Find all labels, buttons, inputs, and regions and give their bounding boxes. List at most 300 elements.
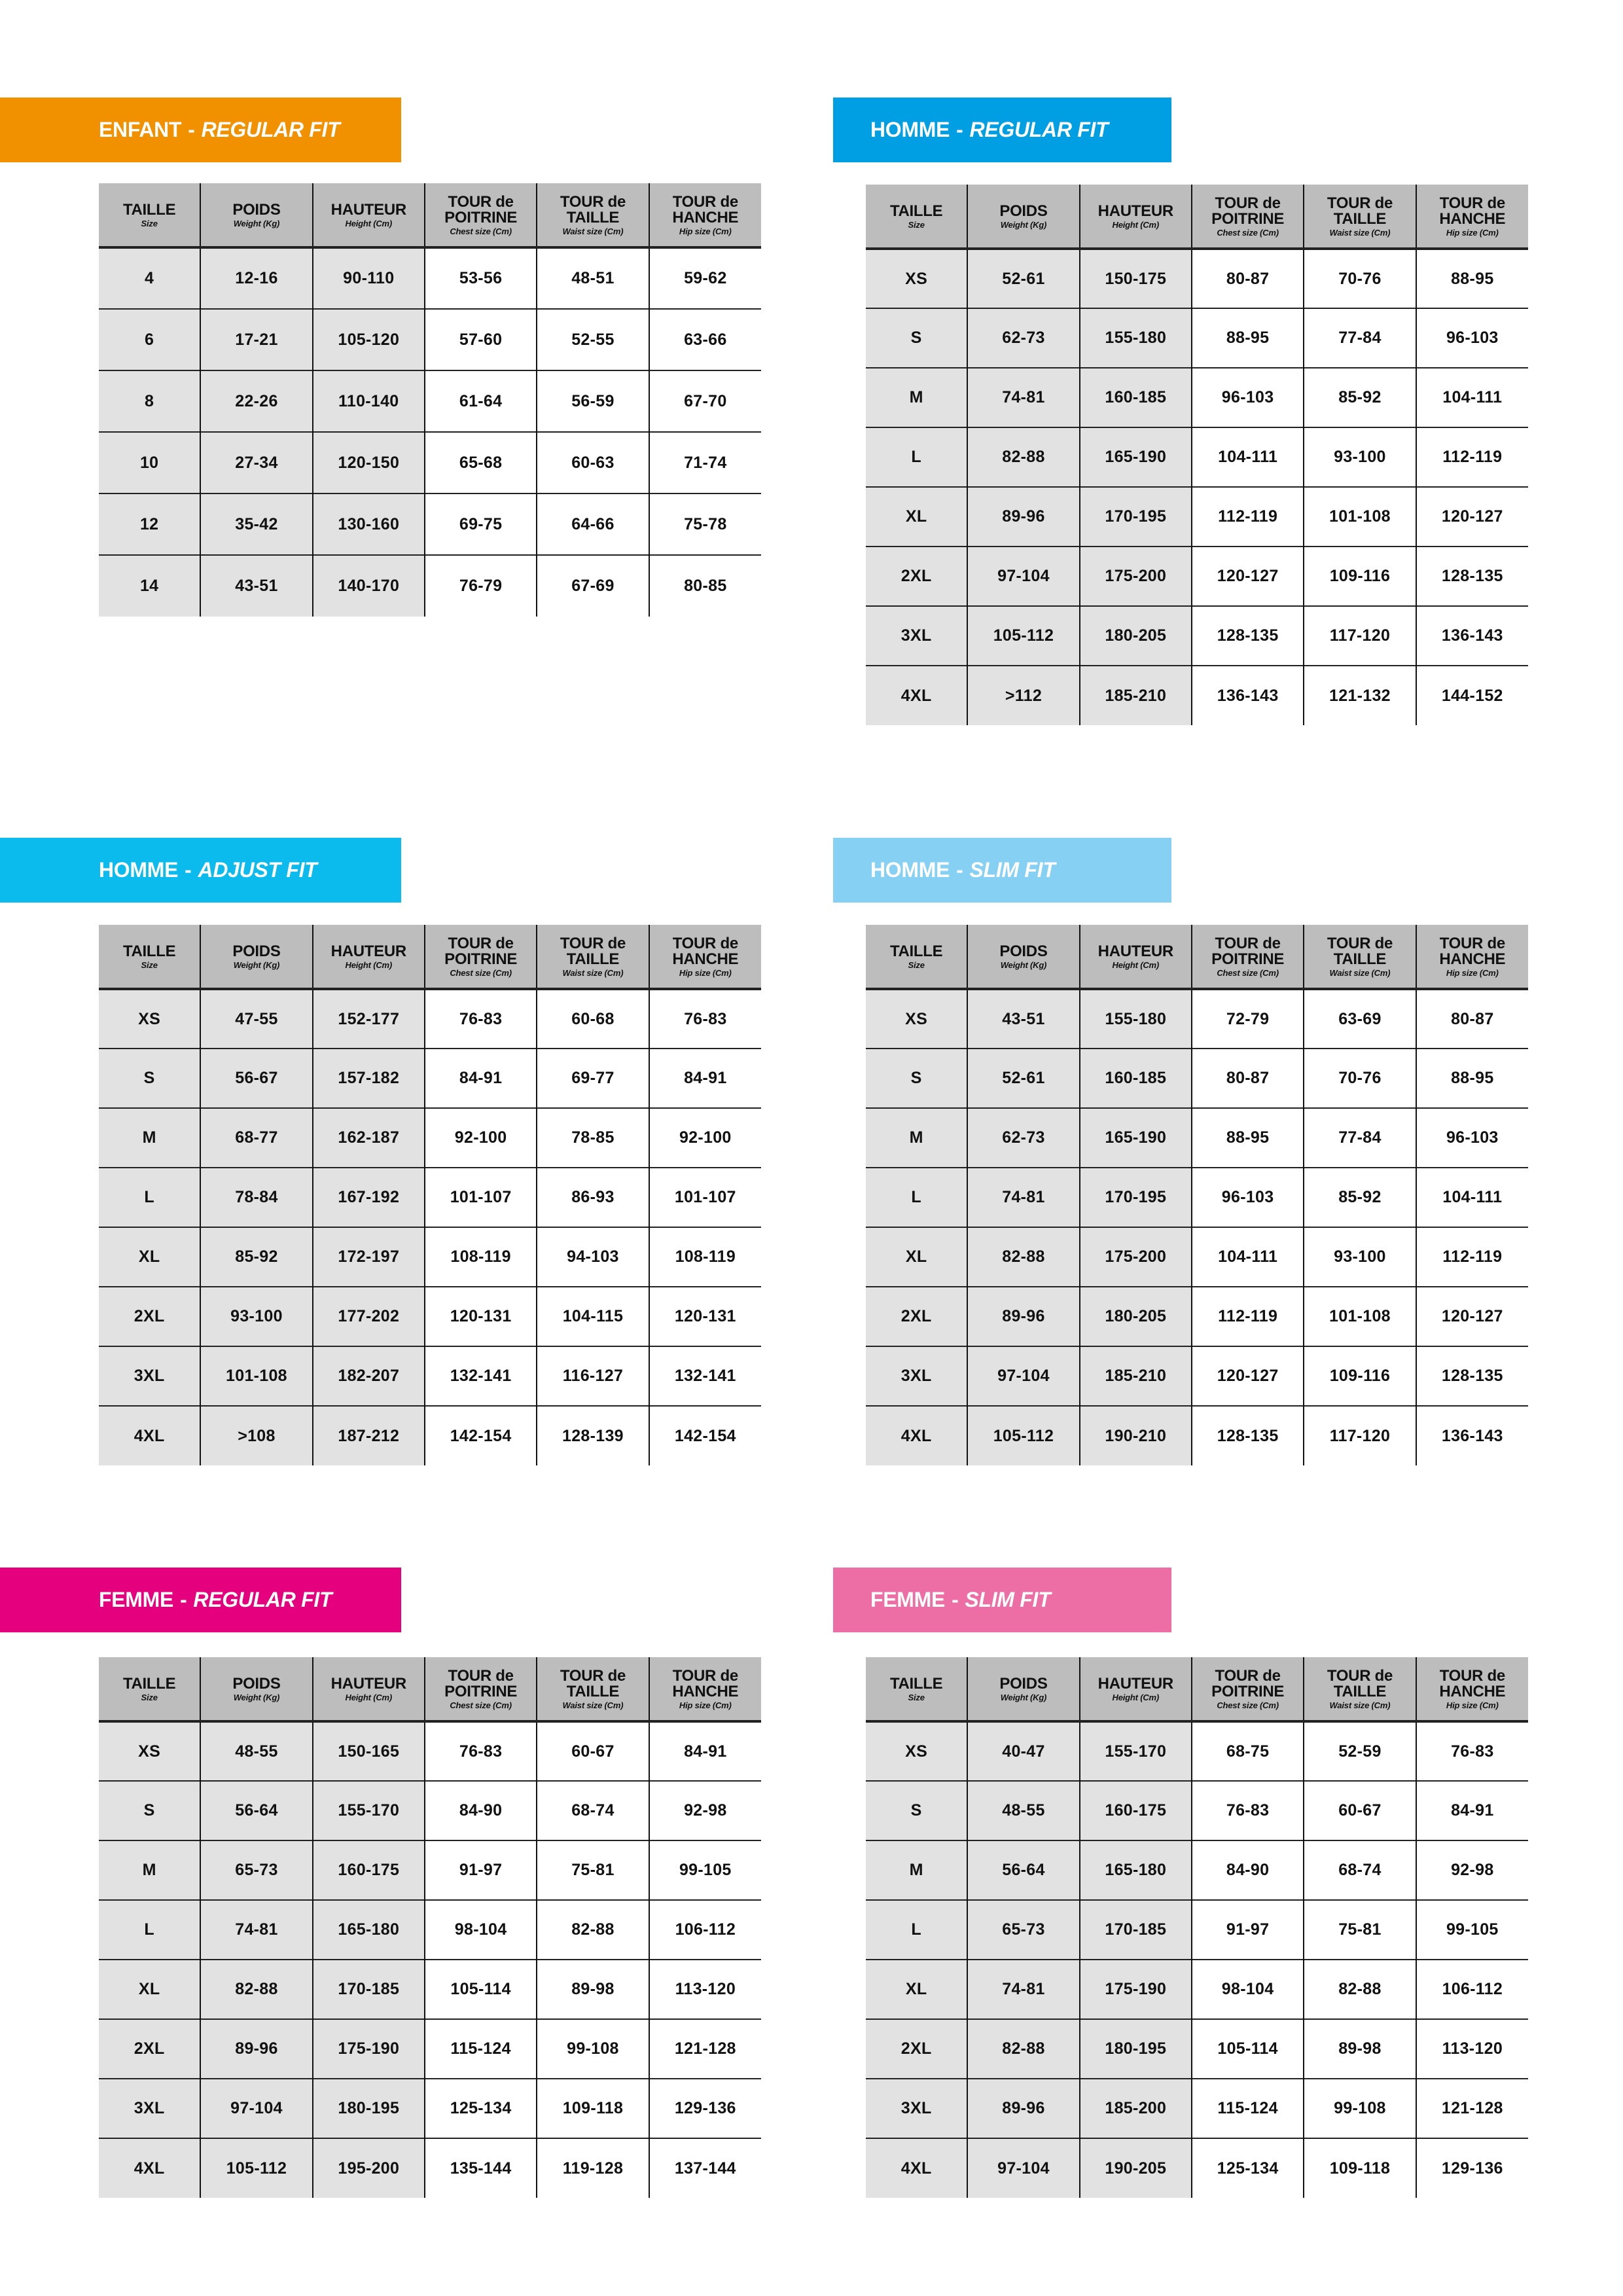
measurement-cell: 142-154 bbox=[425, 1406, 537, 1465]
measurement-cell: 130-160 bbox=[313, 493, 425, 555]
column-header-sublabel: Chest size (Cm) bbox=[1217, 1700, 1279, 1710]
measurement-cell: 98-104 bbox=[1192, 1960, 1304, 2019]
column-header bbox=[537, 183, 649, 247]
measurement-cell: 56-64 bbox=[967, 1840, 1079, 1900]
table-row bbox=[866, 1721, 1528, 1781]
column-header bbox=[1416, 1657, 1528, 1721]
measurement-cell: 48-55 bbox=[967, 1781, 1079, 1840]
column-header bbox=[313, 183, 425, 247]
measurement-cell: 106-112 bbox=[649, 1900, 761, 1960]
table-row bbox=[866, 2019, 1528, 2079]
column-header-label: TOUR de bbox=[1327, 194, 1393, 212]
banner-separator: - bbox=[956, 858, 963, 882]
measurement-cell: 90-110 bbox=[313, 247, 425, 309]
table-row bbox=[99, 1346, 761, 1406]
measurement-cell: 150-165 bbox=[313, 1721, 425, 1781]
measurement-cell: 89-96 bbox=[200, 2019, 312, 2079]
column-header bbox=[537, 925, 649, 989]
measurement-cell: 185-200 bbox=[1080, 2079, 1192, 2138]
column-header-sublabel: Height (Cm) bbox=[345, 1692, 393, 1702]
measurement-cell: 69-75 bbox=[425, 493, 537, 555]
measurement-cell: 105-112 bbox=[200, 2138, 312, 2198]
column-header bbox=[99, 1657, 200, 1721]
table-row bbox=[99, 493, 761, 555]
table-row bbox=[866, 2138, 1528, 2198]
size-cell: 3XL bbox=[99, 2079, 200, 2138]
column-header-label: TOUR de bbox=[672, 192, 738, 211]
column-header-label: TOUR de bbox=[448, 192, 514, 211]
measurement-cell: 128-135 bbox=[1192, 606, 1304, 666]
table-row bbox=[866, 1108, 1528, 1168]
column-header-label: TOUR de bbox=[672, 1666, 738, 1685]
column-header-sublabel: Waist size (Cm) bbox=[562, 1700, 624, 1710]
size-table-homme-regular bbox=[866, 185, 1528, 725]
measurement-cell: 155-170 bbox=[313, 1781, 425, 1840]
measurement-cell: 89-98 bbox=[537, 1960, 649, 2019]
table-row bbox=[866, 989, 1528, 1049]
measurement-cell: 120-150 bbox=[313, 432, 425, 493]
measurement-cell: 89-98 bbox=[1304, 2019, 1416, 2079]
measurement-cell: 76-83 bbox=[425, 1721, 537, 1781]
column-header bbox=[967, 925, 1079, 989]
column-header-label: TOUR de bbox=[1215, 1666, 1281, 1685]
table-row bbox=[99, 555, 761, 617]
measurement-cell: 68-74 bbox=[1304, 1840, 1416, 1900]
table-row bbox=[866, 2079, 1528, 2138]
column-header-label: POIDS bbox=[999, 1674, 1048, 1693]
measurement-cell: 77-84 bbox=[1304, 1108, 1416, 1168]
column-header-sublabel: Weight (Kg) bbox=[233, 218, 280, 228]
measurement-cell: 57-60 bbox=[425, 309, 537, 370]
measurement-cell: 167-192 bbox=[313, 1168, 425, 1227]
measurement-cell: 101-108 bbox=[1304, 1287, 1416, 1346]
measurement-cell: 115-124 bbox=[425, 2019, 537, 2079]
size-cell: M bbox=[99, 1840, 200, 1900]
measurement-cell: 180-195 bbox=[1080, 2019, 1192, 2079]
column-header-label: HAUTEUR bbox=[1097, 202, 1173, 220]
table-row bbox=[866, 547, 1528, 606]
size-cell: 2XL bbox=[866, 1287, 967, 1346]
column-header bbox=[425, 183, 537, 247]
measurement-cell: 62-73 bbox=[967, 308, 1079, 368]
column-header bbox=[1080, 185, 1192, 249]
column-header-label: TOUR de bbox=[1439, 194, 1505, 212]
column-header bbox=[866, 1657, 967, 1721]
measurement-cell: 47-55 bbox=[200, 989, 312, 1049]
size-cell: XS bbox=[99, 1721, 200, 1781]
measurement-cell: 165-180 bbox=[313, 1900, 425, 1960]
measurement-cell: 43-51 bbox=[967, 989, 1079, 1049]
column-header-label: POIDS bbox=[232, 1674, 281, 1693]
measurement-cell: 82-88 bbox=[1304, 1960, 1416, 2019]
column-header-label: HANCHE bbox=[1439, 950, 1506, 968]
measurement-cell: 113-120 bbox=[1416, 2019, 1528, 2079]
measurement-cell: 85-92 bbox=[1304, 1168, 1416, 1227]
column-header-label: HANCHE bbox=[672, 208, 739, 226]
column-header bbox=[200, 1657, 312, 1721]
measurement-cell: 67-69 bbox=[537, 555, 649, 617]
column-header-label: HAUTEUR bbox=[330, 1674, 406, 1693]
column-header-label: POIDS bbox=[999, 202, 1048, 220]
size-cell: XS bbox=[99, 989, 200, 1049]
column-header-label: TAILLE bbox=[889, 942, 943, 960]
measurement-cell: 155-180 bbox=[1080, 989, 1192, 1049]
measurement-cell: 190-210 bbox=[1080, 1406, 1192, 1465]
size-cell: L bbox=[866, 1168, 967, 1227]
measurement-cell: 74-81 bbox=[967, 368, 1079, 427]
measurement-cell: 117-120 bbox=[1304, 1406, 1416, 1465]
measurement-cell: 142-154 bbox=[649, 1406, 761, 1465]
measurement-cell: 60-68 bbox=[537, 989, 649, 1049]
measurement-cell: 152-177 bbox=[313, 989, 425, 1049]
measurement-cell: 128-135 bbox=[1416, 547, 1528, 606]
size-cell: 2XL bbox=[99, 1287, 200, 1346]
table-header-row bbox=[99, 925, 761, 989]
column-header-sublabel: Size bbox=[141, 218, 158, 228]
column-header bbox=[425, 925, 537, 989]
measurement-cell: 80-85 bbox=[649, 555, 761, 617]
measurement-cell: 132-141 bbox=[425, 1346, 537, 1406]
table-row bbox=[866, 1840, 1528, 1900]
measurement-cell: 72-79 bbox=[1192, 989, 1304, 1049]
measurement-cell: 84-90 bbox=[425, 1781, 537, 1840]
table-row bbox=[866, 606, 1528, 666]
measurement-cell: 101-108 bbox=[200, 1346, 312, 1406]
column-header-label: TOUR de bbox=[1215, 934, 1281, 952]
size-cell: S bbox=[866, 308, 967, 368]
measurement-cell: 175-200 bbox=[1080, 1227, 1192, 1287]
size-cell: 4XL bbox=[866, 666, 967, 725]
measurement-cell: 157-182 bbox=[313, 1049, 425, 1108]
column-header bbox=[649, 1657, 761, 1721]
column-header-sublabel: Height (Cm) bbox=[345, 960, 393, 970]
column-header-sublabel: Chest size (Cm) bbox=[450, 967, 512, 978]
column-header-label: POITRINE bbox=[444, 950, 518, 968]
size-table-femme-slim bbox=[866, 1657, 1528, 2198]
size-cell: XL bbox=[866, 487, 967, 547]
size-cell: 2XL bbox=[99, 2019, 200, 2079]
column-header bbox=[649, 183, 761, 247]
measurement-cell: 140-170 bbox=[313, 555, 425, 617]
column-header-label: HAUTEUR bbox=[1097, 1674, 1173, 1693]
measurement-cell: 109-118 bbox=[1304, 2138, 1416, 2198]
column-header-label: POIDS bbox=[232, 942, 281, 960]
table-row bbox=[866, 1227, 1528, 1287]
table-row bbox=[99, 1721, 761, 1781]
measurement-cell: 104-111 bbox=[1416, 368, 1528, 427]
table-row bbox=[99, 1108, 761, 1168]
measurement-cell: 104-111 bbox=[1192, 427, 1304, 487]
section-banner-homme-regular bbox=[833, 98, 1171, 162]
measurement-cell: 185-210 bbox=[1080, 1346, 1192, 1406]
measurement-cell: 115-124 bbox=[1192, 2079, 1304, 2138]
column-header-sublabel: Waist size (Cm) bbox=[1329, 227, 1391, 238]
measurement-cell: 70-76 bbox=[1304, 249, 1416, 308]
measurement-cell: 80-87 bbox=[1192, 249, 1304, 308]
column-header-label: POITRINE bbox=[444, 1682, 518, 1700]
size-cell: XS bbox=[866, 249, 967, 308]
measurement-cell: 76-79 bbox=[425, 555, 537, 617]
column-header-label: TAILLE bbox=[889, 202, 943, 220]
table-header-row bbox=[99, 1657, 761, 1721]
column-header-sublabel: Weight (Kg) bbox=[233, 960, 280, 970]
table-row bbox=[99, 1840, 761, 1900]
measurement-cell: 94-103 bbox=[537, 1227, 649, 1287]
column-header-label: HANCHE bbox=[672, 1682, 739, 1700]
banner-category: FEMME bbox=[870, 1588, 946, 1611]
measurement-cell: 120-127 bbox=[1192, 547, 1304, 606]
measurement-cell: 120-127 bbox=[1416, 487, 1528, 547]
measurement-cell: 52-59 bbox=[1304, 1721, 1416, 1781]
measurement-cell: 82-88 bbox=[200, 1960, 312, 2019]
size-cell: S bbox=[99, 1049, 200, 1108]
column-header-label: POITRINE bbox=[1211, 209, 1285, 228]
measurement-cell: 85-92 bbox=[200, 1227, 312, 1287]
measurement-cell: 105-120 bbox=[313, 309, 425, 370]
column-header-sublabel: Chest size (Cm) bbox=[450, 1700, 512, 1710]
measurement-cell: 59-62 bbox=[649, 247, 761, 309]
measurement-cell: 119-128 bbox=[537, 2138, 649, 2198]
column-header-label: POITRINE bbox=[444, 208, 518, 226]
measurement-cell: 76-83 bbox=[1416, 1721, 1528, 1781]
measurement-cell: 180-195 bbox=[313, 2079, 425, 2138]
measurement-cell: 121-128 bbox=[1416, 2079, 1528, 2138]
measurement-cell: 112-119 bbox=[1416, 1227, 1528, 1287]
measurement-cell: 137-144 bbox=[649, 2138, 761, 2198]
measurement-cell: 144-152 bbox=[1416, 666, 1528, 725]
measurement-cell: 177-202 bbox=[313, 1287, 425, 1346]
column-header-sublabel: Height (Cm) bbox=[1112, 219, 1160, 230]
size-cell: S bbox=[866, 1781, 967, 1840]
measurement-cell: 88-95 bbox=[1416, 1049, 1528, 1108]
measurement-cell: 64-66 bbox=[537, 493, 649, 555]
section-banner-enfant-regular bbox=[0, 98, 401, 162]
column-header bbox=[313, 925, 425, 989]
measurement-cell: 91-97 bbox=[1192, 1900, 1304, 1960]
table-row bbox=[99, 2019, 761, 2079]
size-cell: 4XL bbox=[866, 2138, 967, 2198]
size-cell: 4XL bbox=[99, 2138, 200, 2198]
measurement-cell: 76-83 bbox=[1192, 1781, 1304, 1840]
column-header-label: TOUR de bbox=[1327, 1666, 1393, 1685]
column-header-label: TOUR de bbox=[560, 1666, 626, 1685]
banner-separator: - bbox=[956, 118, 963, 141]
banner-separator: - bbox=[180, 1588, 187, 1611]
table-row bbox=[866, 1049, 1528, 1108]
measurement-cell: 104-111 bbox=[1416, 1168, 1528, 1227]
measurement-cell: 97-104 bbox=[967, 547, 1079, 606]
column-header-sublabel: Hip size (Cm) bbox=[1446, 967, 1499, 978]
column-header-label: HAUTEUR bbox=[330, 200, 406, 219]
column-header-sublabel: Height (Cm) bbox=[1112, 960, 1160, 970]
measurement-cell: 136-143 bbox=[1416, 1406, 1528, 1465]
measurement-cell: 27-34 bbox=[200, 432, 312, 493]
column-header-label: HAUTEUR bbox=[1097, 942, 1173, 960]
measurement-cell: 136-143 bbox=[1416, 606, 1528, 666]
measurement-cell: 67-70 bbox=[649, 370, 761, 432]
size-cell: XS bbox=[866, 1721, 967, 1781]
size-cell: L bbox=[99, 1900, 200, 1960]
measurement-cell: 43-51 bbox=[200, 555, 312, 617]
measurement-cell: 104-115 bbox=[537, 1287, 649, 1346]
column-header-label: POITRINE bbox=[1211, 950, 1285, 968]
measurement-cell: 160-175 bbox=[1080, 1781, 1192, 1840]
banner-fit-type: ADJUST FIT bbox=[198, 858, 317, 882]
table-row bbox=[99, 370, 761, 432]
column-header bbox=[99, 925, 200, 989]
size-cell: M bbox=[866, 368, 967, 427]
measurement-cell: 56-67 bbox=[200, 1049, 312, 1108]
column-header-label: TOUR de bbox=[672, 934, 738, 952]
column-header-label: HANCHE bbox=[1439, 1682, 1506, 1700]
measurement-cell: 75-78 bbox=[649, 493, 761, 555]
section-banner-femme-slim bbox=[833, 1568, 1171, 1632]
measurement-cell: 76-83 bbox=[649, 989, 761, 1049]
banner-separator: - bbox=[185, 858, 192, 882]
measurement-cell: 96-103 bbox=[1192, 368, 1304, 427]
column-header bbox=[99, 183, 200, 247]
size-cell: 3XL bbox=[866, 2079, 967, 2138]
measurement-cell: 56-59 bbox=[537, 370, 649, 432]
measurement-cell: 105-114 bbox=[425, 1960, 537, 2019]
measurement-cell: 110-140 bbox=[313, 370, 425, 432]
table-row bbox=[99, 1406, 761, 1465]
table-row bbox=[99, 1227, 761, 1287]
measurement-cell: 170-185 bbox=[1080, 1900, 1192, 1960]
size-cell: XL bbox=[99, 1227, 200, 1287]
column-header-sublabel: Weight (Kg) bbox=[1000, 960, 1047, 970]
column-header-label: TAILLE bbox=[566, 950, 620, 968]
measurement-cell: 185-210 bbox=[1080, 666, 1192, 725]
table-row bbox=[99, 989, 761, 1049]
column-header bbox=[967, 1657, 1079, 1721]
column-header-sublabel: Weight (Kg) bbox=[1000, 219, 1047, 230]
table-row bbox=[866, 1960, 1528, 2019]
size-cell: 8 bbox=[99, 370, 200, 432]
size-cell: S bbox=[99, 1781, 200, 1840]
measurement-cell: 63-66 bbox=[649, 309, 761, 370]
measurement-cell: 74-81 bbox=[967, 1168, 1079, 1227]
size-table-femme-regular bbox=[99, 1657, 761, 2198]
measurement-cell: 155-170 bbox=[1080, 1721, 1192, 1781]
banner-category: FEMME bbox=[99, 1588, 174, 1611]
banner-category: HOMME bbox=[870, 118, 950, 141]
column-header-label: TAILLE bbox=[1333, 1682, 1387, 1700]
measurement-cell: 172-197 bbox=[313, 1227, 425, 1287]
table-row bbox=[99, 309, 761, 370]
measurement-cell: 35-42 bbox=[200, 493, 312, 555]
column-header-sublabel: Size bbox=[908, 1692, 925, 1702]
column-header-label: POITRINE bbox=[1211, 1682, 1285, 1700]
measurement-cell: 62-73 bbox=[967, 1108, 1079, 1168]
measurement-cell: 170-195 bbox=[1080, 487, 1192, 547]
measurement-cell: 92-98 bbox=[649, 1781, 761, 1840]
table-row bbox=[99, 2079, 761, 2138]
measurement-cell: 93-100 bbox=[1304, 1227, 1416, 1287]
measurement-cell: 101-108 bbox=[1304, 487, 1416, 547]
column-header-sublabel: Hip size (Cm) bbox=[1446, 227, 1499, 238]
measurement-cell: 128-135 bbox=[1192, 1406, 1304, 1465]
measurement-cell: 195-200 bbox=[313, 2138, 425, 2198]
column-header bbox=[1192, 185, 1304, 249]
measurement-cell: 80-87 bbox=[1192, 1049, 1304, 1108]
size-table-homme-adjust bbox=[99, 925, 761, 1465]
size-cell: L bbox=[866, 1900, 967, 1960]
measurement-cell: 78-85 bbox=[537, 1108, 649, 1168]
column-header bbox=[1416, 925, 1528, 989]
column-header-label: TOUR de bbox=[1439, 1666, 1505, 1685]
measurement-cell: 61-64 bbox=[425, 370, 537, 432]
measurement-cell: 129-136 bbox=[1416, 2138, 1528, 2198]
column-header-label: TOUR de bbox=[448, 934, 514, 952]
measurement-cell: 60-67 bbox=[1304, 1781, 1416, 1840]
size-cell: XL bbox=[866, 1960, 967, 2019]
column-header bbox=[1192, 1657, 1304, 1721]
table-header-row bbox=[866, 925, 1528, 989]
column-header-sublabel: Hip size (Cm) bbox=[1446, 1700, 1499, 1710]
measurement-cell: 93-100 bbox=[200, 1287, 312, 1346]
column-header bbox=[866, 185, 967, 249]
column-header-sublabel: Weight (Kg) bbox=[233, 1692, 280, 1702]
table-row bbox=[866, 487, 1528, 547]
column-header-label: TOUR de bbox=[1439, 934, 1505, 952]
column-header bbox=[649, 925, 761, 989]
measurement-cell: 182-207 bbox=[313, 1346, 425, 1406]
measurement-cell: 180-205 bbox=[1080, 1287, 1192, 1346]
column-header-sublabel: Size bbox=[141, 960, 158, 970]
measurement-cell: 65-68 bbox=[425, 432, 537, 493]
table-row bbox=[99, 432, 761, 493]
measurement-cell: 77-84 bbox=[1304, 308, 1416, 368]
measurement-cell: 76-83 bbox=[425, 989, 537, 1049]
banner-category: HOMME bbox=[870, 858, 950, 882]
size-cell: M bbox=[99, 1108, 200, 1168]
measurement-cell: 98-104 bbox=[425, 1900, 537, 1960]
measurement-cell: 84-91 bbox=[649, 1049, 761, 1108]
column-header-sublabel: Height (Cm) bbox=[1112, 1692, 1160, 1702]
measurement-cell: 84-90 bbox=[1192, 1840, 1304, 1900]
column-header bbox=[866, 925, 967, 989]
table-row bbox=[866, 249, 1528, 308]
measurement-cell: 108-119 bbox=[649, 1227, 761, 1287]
size-cell: 12 bbox=[99, 493, 200, 555]
size-cell: 4XL bbox=[99, 1406, 200, 1465]
measurement-cell: 175-200 bbox=[1080, 547, 1192, 606]
measurement-cell: >108 bbox=[200, 1406, 312, 1465]
measurement-cell: 92-98 bbox=[1416, 1840, 1528, 1900]
measurement-cell: 99-105 bbox=[1416, 1900, 1528, 1960]
measurement-cell: 165-190 bbox=[1080, 1108, 1192, 1168]
measurement-cell: 93-100 bbox=[1304, 427, 1416, 487]
column-header-label: TAILLE bbox=[889, 1674, 943, 1693]
measurement-cell: 68-77 bbox=[200, 1108, 312, 1168]
measurement-cell: 89-96 bbox=[967, 2079, 1079, 2138]
measurement-cell: 180-205 bbox=[1080, 606, 1192, 666]
measurement-cell: 69-77 bbox=[537, 1049, 649, 1108]
measurement-cell: 82-88 bbox=[967, 427, 1079, 487]
measurement-cell: 121-128 bbox=[649, 2019, 761, 2079]
size-cell: XL bbox=[99, 1960, 200, 2019]
measurement-cell: 165-180 bbox=[1080, 1840, 1192, 1900]
measurement-cell: 128-135 bbox=[1416, 1346, 1528, 1406]
table-row bbox=[866, 368, 1528, 427]
measurement-cell: 170-195 bbox=[1080, 1168, 1192, 1227]
measurement-cell: 88-95 bbox=[1192, 1108, 1304, 1168]
column-header-label: POIDS bbox=[232, 200, 281, 219]
measurement-cell: 75-81 bbox=[1304, 1900, 1416, 1960]
measurement-cell: 74-81 bbox=[200, 1900, 312, 1960]
table-row bbox=[99, 1900, 761, 1960]
